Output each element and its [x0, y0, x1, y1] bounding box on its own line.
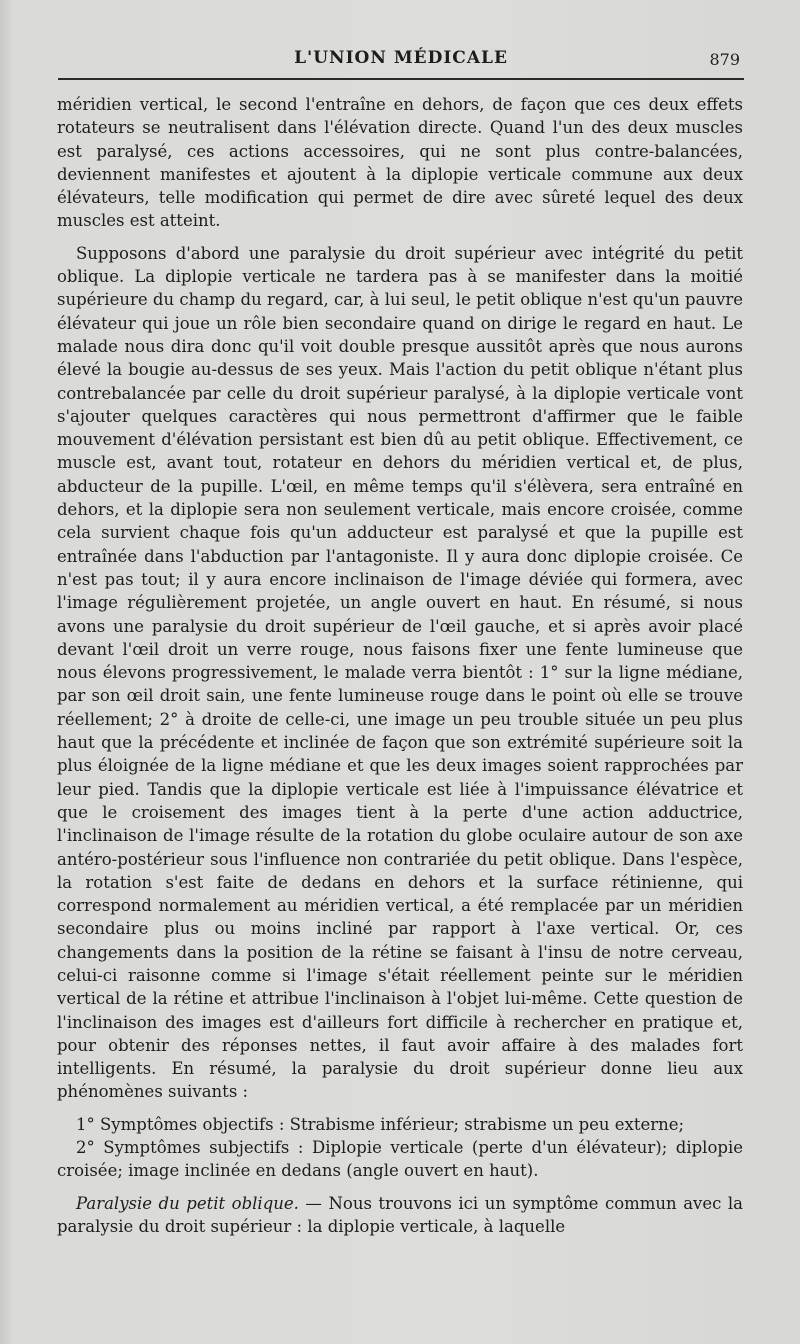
section-title: Paralysie du petit oblique. — [76, 1193, 299, 1213]
paragraph-text: — Nous trouvons ici un symptôme commun avec la paralysie du droit supérieur : la diplopie verticale, à laquelle — [57, 1193, 743, 1236]
page-number: 879 — [709, 50, 740, 69]
header-rule — [58, 78, 744, 80]
paragraph-superior-rectus: Supposons d'abord une paralysie du droit supérieur avec intégrité du petit oblique. La diplopie verticale ne tardera pas à se manifester dans la moitié supérieure du champ du regard, car, à lui seul, le petit oblique n'est qu'un pauvre élévateur qui joue un rôle bien secondaire quand on dirige le regard en haut. Le malade nous dira donc qu'il voit double presque aussitôt après que nous aurons élevé la bougie au-dessus de ses yeux. Mais l'action du petit oblique n'étant plus contrebalancée par celle du droit supérieur paralysé, à la diplopie verticale vont s'ajouter quelques caractères qui nous permettront d'affirmer que le faible mouvement d'élévation persistant est bien dû au petit oblique. Effectivement, ce muscle est, avant tout, rotateur en dehors du méridien vertical et, de plus, abducteur de la pupille. L'œil, en même temps qu'il s'élèvera, sera entraîné en dehors, et la diplopie sera non seulement verticale, mais encore croisée, comme cela survient chaque fois qu'un adducteur est paralysé et que la pupille est entraînée dans l'abduction par l'antagoniste. Il y aura donc diplopie croisée. Ce n'est pas tout; il y aura encore inclinaison de l'image déviée qui formera, avec l'image régulièrement projetée, un angle ouvert en haut. En résumé, si nous avons une paralysie du droit supérieur de l'œil gauche, et si après avoir placé devant l'œil droit un verre rouge, nous faisons fixer une fente lumineuse que nous élevons progressivement, le malade verra bientôt : 1° sur la ligne médiane, par son œil droit sain, une fente lumineuse rouge dans le point où elle se trouve réellement; 2° à droite de celle-ci, une image un peu trouble située un peu plus haut que la précédente et inclinée de façon que son extrémité supérieure soit la plus éloignée de la ligne médiane et que les deux images soient rapprochées par leur pied. Tandis que la diplopie verticale est liée à l'impuissance élévatrice et que le croisement des images tient à la perte d'une action adductrice, l'inclinaison de l'image résulte de la rotation du globe oculaire autour de son axe antéro-postérieur sous l'influence non contrariée du petit oblique. Dans l'espèce, la rotation s'est faite de dedans en dehors et la surface rétinienne, qui correspond normalement au méridien vertical, a été remplacée par un méridien secondaire plus ou moins incliné par rapport à l'axe vertical. Or, ces changements dans la position de la rétine se faisant à l'insu de notre cerveau, celui-ci raisonne comme si l'image s'était réellement peinte sur le méridien vertical de la rétine et attribue l'inclinaison à l'objet lui-même. Cette question de l'inclinaison des images est d'ailleurs fort difficile à rechercher en pratique et, pour obtenir des réponses nettes, il faut avoir affaire à des malades fort intelligents. En résumé, la paralysie du droit supérieur donne lieu aux phénomènes suivants : — [57, 243, 743, 1102]
symptom-list-item: 1° Symptômes objectifs : Strabisme inférieur; strabisme un peu externe; — [76, 1114, 685, 1134]
symptom-list-item: 2° Symptômes subjectifs : Diplopie verticale (perte d'un élévateur); diplopie croisée; image inclinée en dedans (angle ouvert en haut). — [57, 1138, 743, 1181]
text-body — [57, 93, 743, 1238]
paragraph-continuation: méridien vertical, le second l'entraîne en dehors, de façon que ces deux effets rotateurs se neutralisent dans l'élévation directe. Quand l'un des deux muscles est paralysé, ces actions accessoires, qui ne sont plus contre-balancées, deviennent manifestes et ajoutent à la diplopie verticale commune aux deux élévateurs, telle modification qui permet de dire avec sûreté lequel des deux muscles est atteint. — [57, 95, 743, 231]
running-header — [58, 48, 744, 76]
paragraph-inferior-oblique — [57, 1192, 743, 1239]
running-title: L'UNION MÉDICALE — [294, 48, 508, 68]
